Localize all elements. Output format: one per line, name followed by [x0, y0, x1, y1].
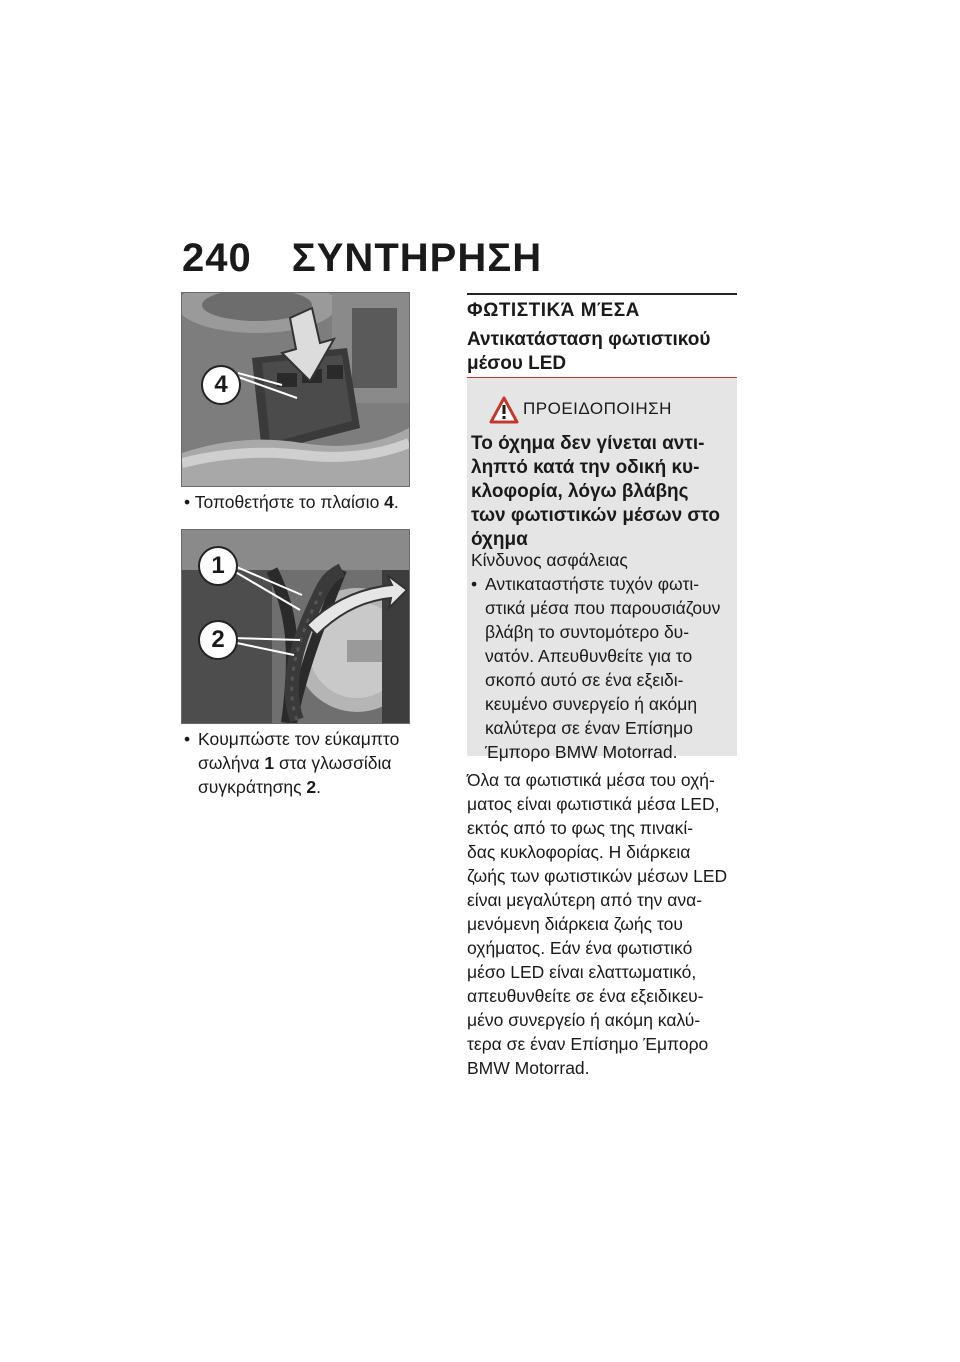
body-line: τερα σε έναν Επίσημο Έμπορο [467, 1034, 709, 1054]
warning-action-line: στικά μέσα που παρουσιάζουν [485, 598, 721, 618]
body-line: μένο συνεργείο ή ακόμη καλύ- [467, 1010, 701, 1030]
warning-action-line: καλύτερα σε έναν Επίσημο [485, 718, 693, 738]
warning-action-line: Έμπορο BMW Motorrad. [485, 742, 678, 762]
ref-number: 2 [306, 777, 317, 797]
ref-number: 1 [264, 753, 275, 773]
bullet: • [184, 492, 191, 512]
body-line: ζωής των φωτιστικών μέσων LED [467, 866, 728, 886]
caption-attach-hose [184, 727, 424, 799]
caption-2-line-3 [198, 775, 424, 799]
subsection-title-line-2: μέσου LED [467, 353, 567, 374]
body-line: είναι μεγαλύτερη από την ανα- [467, 890, 703, 910]
body-line: BMW Motorrad. [467, 1058, 590, 1078]
caption-2-body [184, 727, 424, 799]
body-line: ματος είναι φωτιστικά μέσα LED, [467, 794, 720, 814]
section-rule [467, 293, 737, 295]
warning-action-line: βλάβη το συντομότερο δυ- [485, 622, 690, 642]
warning-title-line: όχημα [471, 529, 528, 550]
warning-action-line: σκοπό αυτό σε ένα εξειδι- [485, 670, 684, 690]
caption-text: Τοποθετήστε το πλαίσιο [194, 492, 385, 512]
body-line: οχήματος. Εάν ένα φωτιστικό [467, 938, 693, 958]
ref-number: 4 [384, 492, 394, 512]
caption-2-line-3a: συγκράτησης [198, 777, 307, 797]
body-line: Όλα τα φωτιστικά μέσα του οχή- [467, 770, 715, 790]
subsection-title-line-1: Αντικατάσταση φωτιστικού [467, 329, 711, 350]
warning-title-line: Το όχημα δεν γίνεται αντι- [471, 433, 705, 454]
callout-1: 1 [198, 546, 238, 586]
warning-action-line: Αντικαταστήστε τυχόν φωτι- [485, 574, 700, 594]
chapter-title: ΣΥΝΤΗΡΗΣΗ [291, 236, 543, 280]
warning-title [471, 432, 737, 552]
caption-2-line-1: Κουμπώστε τον εύκαμπτο [198, 729, 400, 749]
warning-action-line: νατόν. Απευθυνθείτε για το [485, 646, 693, 666]
warning-triangle-icon [489, 396, 519, 424]
body-line: μενόμενη διάρκεια ζωής του [467, 914, 683, 934]
page-number: 240 [182, 236, 252, 280]
figure-box-installation [181, 292, 410, 487]
caption-2-line-2 [198, 751, 424, 775]
page-header [182, 236, 542, 281]
bullet: • [471, 574, 478, 594]
bullet: • [184, 729, 191, 749]
warning-title-line: των φωτιστικών μέσων στο [471, 505, 720, 526]
callout-4: 4 [201, 365, 241, 405]
warning-title-line: ληπτό κατά την οδική κυ- [471, 457, 700, 478]
figure-box-hose [181, 529, 410, 724]
section-title: ΦΩΤΙΣΤΙΚΆ ΜΈΣΑ [467, 300, 640, 321]
warning-action [471, 572, 737, 764]
subsection-title [467, 328, 737, 376]
body-line: εκτός από το φως της πινακί- [467, 818, 694, 838]
warning-risk: Κίνδυνος ασφάλειας [471, 550, 628, 570]
led-info-paragraph [467, 768, 739, 1080]
caption-tail: . [393, 492, 399, 512]
caption-2-line-2b: στα γλωσσίδια [274, 753, 392, 773]
warning-box [467, 378, 737, 762]
caption-2-line-2a: σωλήνα [198, 753, 265, 773]
caption-install-frame [184, 490, 424, 514]
warning-header [479, 396, 729, 426]
body-line: απευθυνθείτε σε ένα εξειδικευ- [467, 986, 704, 1006]
callout-2: 2 [198, 620, 238, 660]
warning-title-line: κλοφορία, λόγω βλάβης [471, 481, 689, 502]
caption-2-line-3b: . [316, 777, 322, 797]
body-line: δας κυκλοφορίας. Η διάρκεια [467, 842, 691, 862]
body-line: μέσο LED είναι ελαττωματικό, [467, 962, 697, 982]
warning-action-line: κευμένο συνεργείο ή ακόμη [485, 694, 698, 714]
warning-label: ΠΡΟΕΙΔΟΠΟΙΗΣΗ [523, 399, 672, 418]
